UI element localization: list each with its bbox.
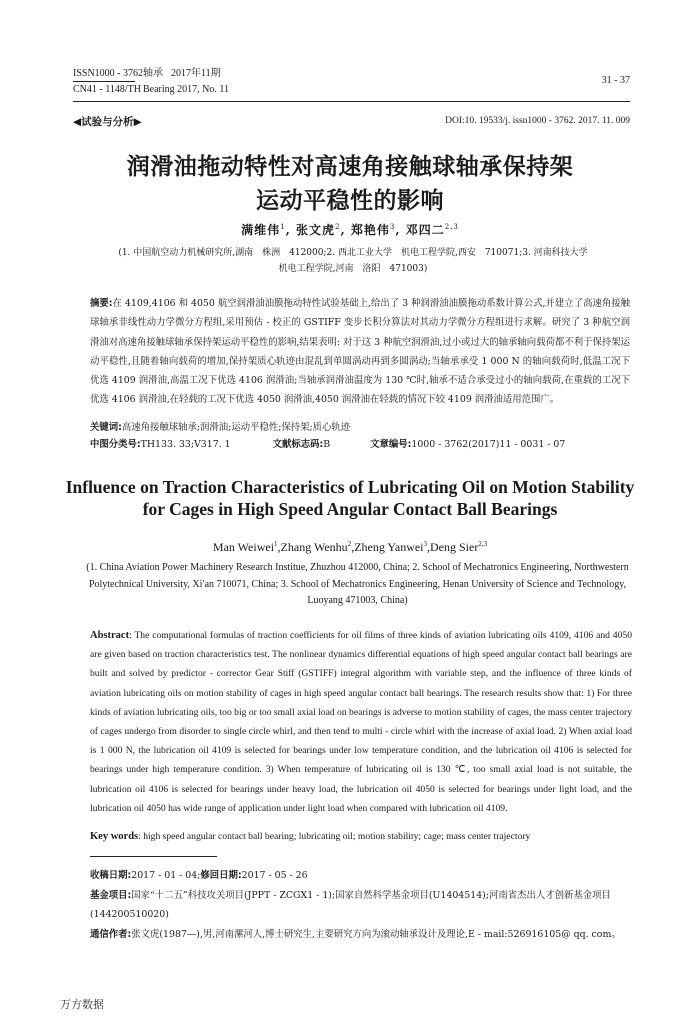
- authors-cn: 满维伟$^1$, 张文虎$^2$, 郑艳伟$^3$, 邓四二$^{2,3}$: [241, 223, 459, 237]
- doi: DOI:10. 19533/j. issn1000 - 3762. 2017. 11. 009: [445, 116, 630, 126]
- author-cn: 张文虎: [296, 223, 336, 237]
- revised-label: 修回日期:: [200, 870, 242, 881]
- received-label: 收稿日期:: [90, 870, 132, 881]
- received-value: 2017 - 01 - 04;: [131, 870, 201, 881]
- doc-code-value: B: [323, 439, 331, 450]
- title-en: [60, 476, 640, 520]
- corresponding-author: [90, 925, 635, 945]
- fund-info: [90, 886, 635, 925]
- author-affil-sup: 3: [423, 540, 428, 548]
- author-en: Zheng Yanwei: [354, 540, 424, 554]
- author-en: Man Weiwei: [212, 540, 275, 554]
- abstract-en-text: : The computational formulas of traction coefficients for oil films of three kinds of aviation lubricating oils 4109, 4106 and 4050 are given based on traction characteristics test. The nonlinear dynamics differential equations of high speed angular contact ball bearings are built and solved by predictor - corrector Gear Stiff (GSTIFF) integral algorithm with variable step, and the influence of three kinds of aviation lubricating oils on motion stability of cages in high speed angular contact ball bearings. The research results show that: 1) For three kinds of aviation lubricating oils, too big or too small axial load on bearings is adverse to motion stability of cages, the mass center trajectory of cages undergo from disorder to single circle whirl, and then tend to multi - circle whirl with the increase of axial load. 2) When axial load is 1 000 N, the lubrication oil 4109 is selected for bearings under low temperature condition, and the lubrication oil 4106 is selected for bearings under high temperature condition. 3) When temperature of lubricating oil is 130 ℃, too small axial load is not suitable, the lubrication oil 4106 is selected for bearings under heavy load, the lubrication oil 4050 is selected for bearings under light load, and the lubrication oil 4050 has wide range of application under light load when compared with lubrication oil 4109.: [90, 630, 632, 814]
- author-affil-sup: 2: [335, 223, 341, 231]
- author-affil-sup: 1: [274, 540, 278, 548]
- title-cn-line-2: 运动平稳性的影响: [256, 187, 444, 214]
- watermark: 万方数据: [60, 998, 104, 1011]
- classification-row: [90, 436, 630, 450]
- abstract-cn-label: 摘要:: [90, 298, 113, 309]
- author-affil-sup: 3: [389, 223, 396, 231]
- title-cn: [60, 150, 640, 218]
- author-cn: 邓四二: [405, 223, 445, 237]
- corresponding-label: 通信作者:: [90, 928, 132, 940]
- article-number: [370, 439, 565, 450]
- title-en-line-1: Influence on Traction Characteristics of Lubricating Oil on Motion Stability: [65, 477, 635, 497]
- affiliations-cn: [73, 245, 633, 277]
- keywords-en: [90, 831, 632, 842]
- cn-number: CN41 - 1148/TH: [73, 84, 141, 95]
- revised-value: 2017 - 05 - 26: [241, 870, 308, 881]
- author-en: Zhang Wenhu: [280, 540, 348, 554]
- keywords-cn-text: 高速角接触球轴承;润滑油;运动平稳性;保持架;质心轨迹: [121, 422, 351, 433]
- author-affil-sup: 2,3: [478, 540, 488, 548]
- header-row-2: [73, 82, 229, 97]
- title-en-line-2: for Cages in High Speed Angular Contact Ball Bearings: [142, 499, 558, 519]
- author-affil-sup: 1: [280, 223, 286, 231]
- keywords-cn-label: 关键词:: [90, 422, 122, 433]
- author-affil-sup: 2,3: [444, 223, 459, 231]
- fund-value: 国家“十二五”科技攻关项目(JPPT - ZCGX1 - 1);国家自然科学基金项目(U1404514);河南省杰出人才创新基金项目(144200510020): [90, 889, 611, 920]
- abstract-en-label: Abstract: [90, 630, 130, 641]
- received-dates: [90, 866, 635, 886]
- journal-header: [73, 66, 229, 97]
- issn: ISSN1000 - 3762: [73, 66, 135, 82]
- abstract-cn-text: 在 4109,4106 和 4050 航空润滑油油膜拖动特性试验基础上,给出了 3 种润滑油油膜拖动系数计算公式,并建立了高速角接触球轴承非线性动力学微分方程组,采用预估 - 校正的 GSTIFF 变步长积分算法对其动力学微分方程组进行求解。研究了 3 种航空润滑油对高速角接触球轴承保持架运动平稳性的影响,结果表明: 对于这 3 种航空润滑油,过小或过大的轴承轴向载荷都不利于保持架运动平稳性,且随着轴向载荷的增加,保持架质心轨迹由混乱到单圆涡动再到多圆涡动;当轴承承受 1 000 N 的轴向载荷时,低温工况下优选 4109 润滑油,高温工况下优选 4106 润滑油;当轴承润滑油温度为 130 ℃时,轴承不适合承受过小的轴向载荷,在重载的工况下优选 4106 润滑油,在轻载的工况下优选 4050 润滑油,4050 润滑油在轻载的情况下较 4109 润滑油适用范围广。: [90, 298, 630, 406]
- header-divider: [73, 101, 630, 102]
- authors-en: Man Weiwei$^1$,Zhang Wenhu$^2$,Zheng Yanwei$^3$,Deng Sier$^{2,3}$: [212, 540, 488, 554]
- keywords-cn: [90, 419, 630, 436]
- footnotes: [90, 866, 635, 944]
- affiliations-en: (1. China Aviation Power Machinery Research Institue, Zhuzhou 412000, China; 2. School of Mechatronics Engineering, Northwestern Polytechnical University, Xi′an 710071, China; 3. School of Mechatronics Engineering, Henan University of Science and Technology, Luoyang 471003, China): [86, 562, 629, 606]
- issue-cn: 2017年11期: [171, 68, 221, 79]
- clc-label: 中图分类号:: [90, 439, 141, 450]
- article-no-label: 文章编号:: [370, 439, 412, 450]
- fund-label: 基金项目:: [90, 889, 132, 901]
- clc-number: [90, 439, 231, 450]
- keywords-en-text: : high speed angular contact ball bearing; lubricating oil; motion stability; cage; mass center trajectory: [138, 831, 531, 842]
- doc-code-label: 文献标志码:: [272, 439, 324, 450]
- document-code: [273, 439, 331, 450]
- corresponding-value: 张文虎(1987—),男,河南漯河人,博士研究生,主要研究方向为滚动轴承设计及理论,E - mail:526916105@ qq. com。: [131, 928, 621, 940]
- section-tag: ◀试验与分析▶: [73, 116, 142, 128]
- abstract-cn: [90, 294, 630, 410]
- author-cn: 郑艳伟: [350, 223, 390, 237]
- header-row-1: [73, 66, 229, 82]
- affiliation-cn-line-2: 机电工程学院,河南 洛阳 471003): [278, 264, 428, 274]
- author-en: Deng Sier: [430, 540, 479, 554]
- affiliation-cn-line-1: (1. 中国航空动力机械研究所,湖南 株洲 412000;2. 西北工业大学 机电工程学院,西安 710071;3. 河南科技大学: [118, 248, 588, 258]
- abstract-en: [90, 626, 632, 818]
- clc-value: TH133. 33;V317. 1: [140, 439, 231, 450]
- footnote-divider: [90, 856, 217, 857]
- page-range: 31 - 37: [601, 75, 630, 86]
- author-cn: 满维伟: [241, 223, 281, 237]
- author-affil-sup: 2: [347, 540, 352, 548]
- title-cn-line-1: 润滑油拖动特性对高速角接触球轴承保持架: [126, 153, 574, 180]
- journal-name-cn: 轴承: [143, 68, 163, 79]
- journal-issue-en: Bearing 2017, No. 11: [143, 84, 230, 95]
- article-no-value: 1000 - 3762(2017)11 - 0031 - 07: [411, 439, 566, 450]
- keywords-en-label: Key words: [90, 831, 139, 842]
